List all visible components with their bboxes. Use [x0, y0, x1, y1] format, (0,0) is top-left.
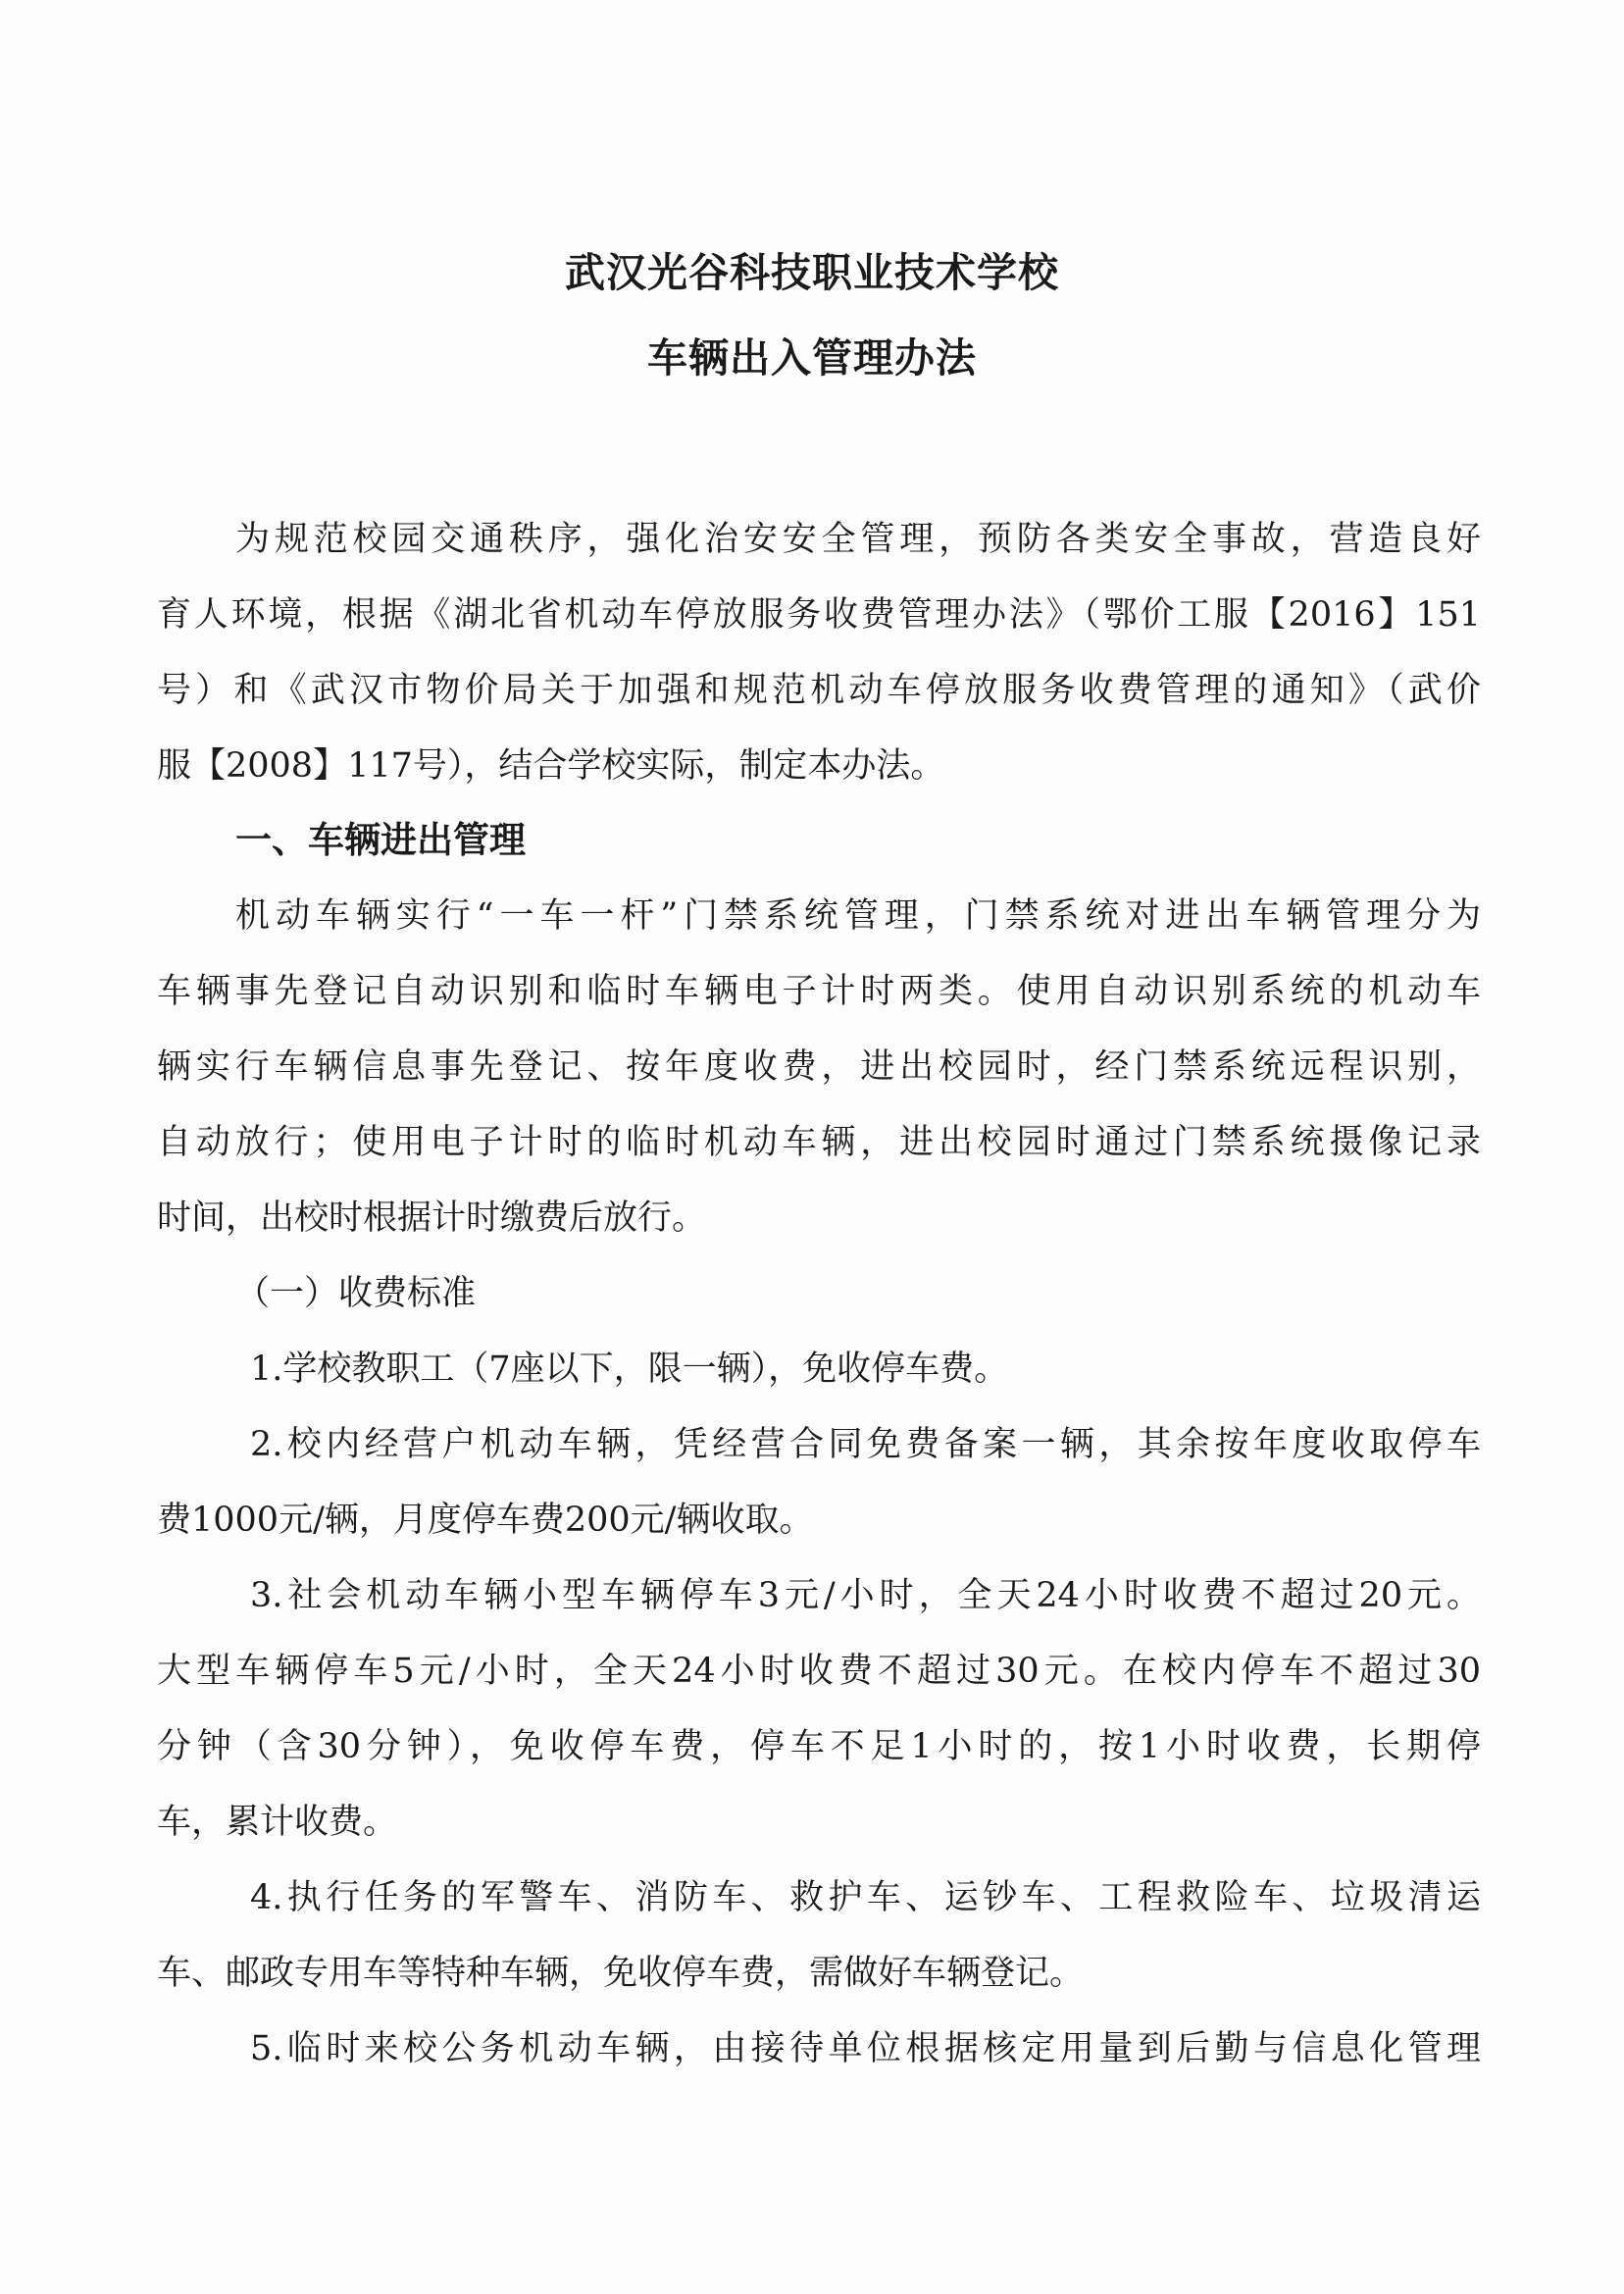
intro-line-2: 育人环境，根据《湖北省机动车停放服务收费管理办法》（鄂价工服【2016】151: [157, 595, 1481, 635]
item-4-line-2: 车、邮政专用车等特种车辆，免收停车费，需做好车辆登记。: [157, 1954, 1085, 1993]
section-line-5: 时间，出校时根据计时缴费后放行。: [157, 1198, 707, 1238]
item-3-line-3: 分钟（含30分钟），免收停车费，停车不足1小时的，按1小时收费，长期停: [157, 1727, 1481, 1766]
section-line-1: 机动车辆实行“一车一杆”门禁系统管理，门禁系统对进出车辆管理分为: [235, 896, 1481, 936]
section-line-3: 辆实行车辆信息事先登记、按年度收费，进出校园时，经门禁系统远程识别，: [157, 1047, 1481, 1087]
item-2-line-1: 2.校内经营户机动车辆，凭经营合同免费备案一辆，其余按年度收取停车: [250, 1425, 1481, 1464]
item-3-line-4: 车，累计收费。: [157, 1803, 398, 1842]
subsection-heading-1: （一）收费标准: [235, 1274, 477, 1313]
item-3-line-2: 大型车辆停车5元/小时，全天24小时收费不超过30元。在校内停车不超过30: [157, 1652, 1481, 1691]
section-heading-1: 一、车辆进出管理: [235, 819, 526, 861]
item-2-line-2: 费1000元/辆，月度停车费200元/辆收取。: [157, 1501, 814, 1540]
section-line-4: 自动放行；使用电子计时的临时机动车辆，进出校园时通过门禁系统摄像记录: [157, 1123, 1481, 1162]
document-subtitle: 车辆出入管理办法: [647, 334, 977, 382]
section-line-2: 车辆事先登记自动识别和临时车辆电子计时两类。使用自动识别系统的机动车: [157, 972, 1481, 1011]
item-1-line-1: 1.学校教职工（7座以下，限一辆），免收停车费。: [250, 1350, 1009, 1389]
intro-line-1: 为规范校园交通秩序，强化治安安全管理，预防各类安全事故，营造良好: [235, 520, 1481, 559]
intro-line-3: 号）和《武汉市物价局关于加强和规范机动车停放服务收费管理的通知》（武价: [157, 671, 1481, 710]
item-5-line-1: 5.临时来校公务机动车辆，由接待单位根据核定用量到后勤与信息化管理: [250, 2029, 1481, 2068]
document-title: 武汉光谷科技职业技术学校: [565, 249, 1059, 296]
item-3-line-1: 3.社会机动车辆小型车辆停车3元/小时，全天24小时收费不超过20元。: [250, 1576, 1481, 1615]
item-4-line-1: 4.执行任务的军警车、消防车、救护车、运钞车、工程救险车、垃圾清运: [250, 1878, 1481, 1917]
intro-line-4: 服【2008】117号），结合学校实际，制定本办法。: [157, 746, 945, 786]
